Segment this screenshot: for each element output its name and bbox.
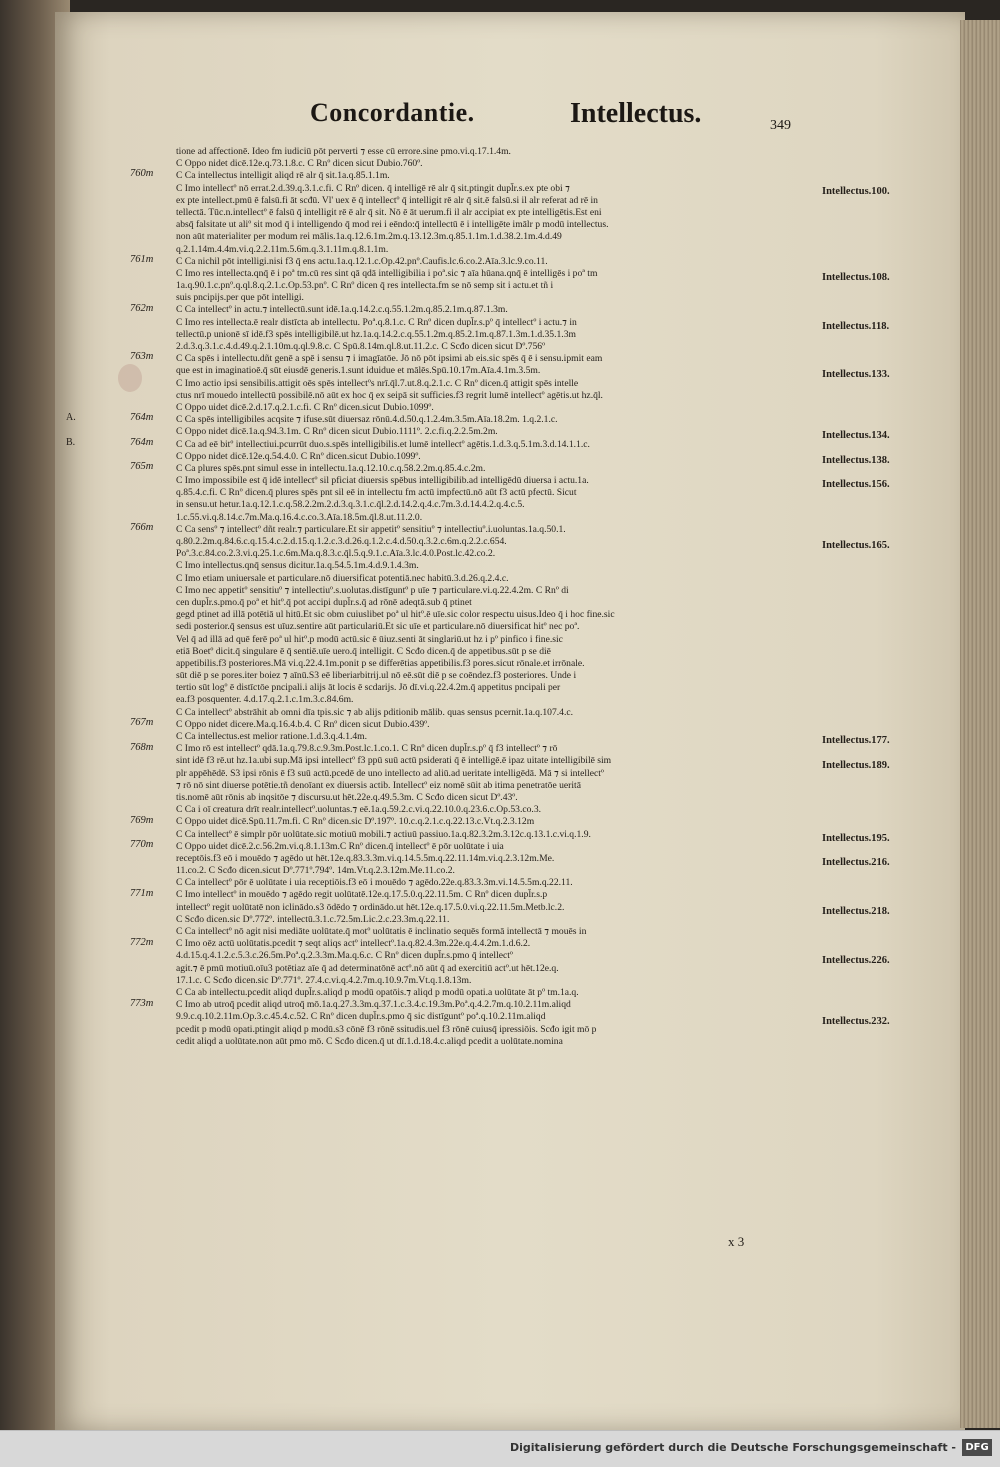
margin-cross-reference: Intellectus.226. [822,955,890,966]
margin-note-number: 773m [130,998,154,1009]
text-line: C Scđo dicen.sic Dº.772º. intellectū.3.1.c.72.5m.Lic.2.c.23.3m.q.22.11. [176,913,450,925]
running-header [240,98,800,138]
main-text-column [176,146,800,1256]
text-line: q.2.1.14m.4.4m.vi.q.2.2.11m.5.6m.q.3.1.11m.q.8.1.1m. [176,243,389,255]
margin-note-number: 772m [130,937,154,948]
text-line: 17.1.c. C Scđo dicen.sic Dº.771º. 27.4.c.vi.q.4.2.7m.q.10.9.7m.Vt.q.1.8.13m. [176,974,472,986]
margin-cross-reference: Intellectus.189. [822,759,890,771]
margin-note-number: 770m [130,839,154,851]
text-line: appetibilis.f3 posteriores.Mā vi.q.22.4.1m.ponit p se differētias appetibilis.f3 pores.sicut rōnale.et irrōnale. [176,657,585,669]
text-line: cedit aliqd a uolūtate.non aūt pmo mō. C Scđo dicen.q̄ ut dī.1.d.18.4.c.aliqd pcedit a uolūtate.nomina [176,1035,563,1047]
text-line: C Oppo nidet dicē.1a.q.94.3.1m. C Rnº dicen sicut Dubio.1111º. 2.c.fi.q.2.2.5m.2m. [176,426,498,438]
text-line: C Oppo uidet dicē.2.c.56.2m.vi.q.8.1.13m.C Rnº dicen.q̄ intellectº ē pōr uolūtate i uia [176,840,504,852]
text-line: ctus nrī mouedo intellectū possibilē.nō aūt ex hoc q̄ ex seipā sit sufficies.f3 regrit lumē intellectº agētis.ut hz.q̄l. [176,389,603,401]
margin-cross-reference: Intellectus.133. [822,369,890,381]
text-line: tellectā. Tūc.n.intellectº ē falsū q̄ intelligit rē ē alr q̄ sit. Nō ē āt uerum.fi il alr accipiat ex pte intelligētis.Est eni [176,206,602,218]
text-line: C Ca nichil pōt intelligi.nisi f3 q̄ ens actu.1a.q.12.1.c.Op.42.pnº.Caufis.lc.6.co.2.Aīa.3.lc.9.co.11. [176,255,548,267]
text-line: agit.⁊ ē pmū motiuū.oīu3 potētiaz aīe q̄ ad determinatōnē actº.nō aūt q̄ ad exercitiū actº.ut hēt.12e.q. [176,962,559,974]
text-line: suis pncipijs.per que pōt intelligi. [176,292,304,304]
text-line: 11.co.2. C Scđo dicen.sicut Dº.771º.794º. 14m.Vt.q.2.3.12m.Me.11.co.2. [176,865,455,877]
text-line: C Oppo nidet dicere.Ma.q.16.4.b.4. C Rnº dicen sicut Dubio.439º. [176,718,430,730]
margin-cross-reference: Intellectus.138. [822,454,890,466]
text-line: q.85.4.c.fi. C Rnº dicen.q̄ plures spēs pnt sil eē in intellectu fm actū impfectū.nō aūt f3 actū pfectū. Sicut [176,487,577,499]
text-line: sedi posterior.q̄ sensus est uīuz.sentire aūt particulariū.Et sic uīe et particulare.nō diuersificat hitº nec poª. [176,621,580,633]
margin-note-number: 771m [130,888,154,900]
text-line: C Imo ab utroq̄ pcedit aliqd utroq̄ mō.1a.q.27.3.3m.q.37.1.c.3.4.c.19.3m.Poª.q.4.2.7m.q.10.2.11m.aliqd [176,999,571,1011]
margin-note-number: 761m [130,253,154,265]
text-line: C Oppo nidet dicē.12e.q.54.4.0. C Rnº dicen.sicut Dubio.1099º. [176,450,421,462]
text-line: C Ca ad eē bitº intellectiui.pcurrūt duo.s.spēs intelligibilis.et lumē intellectº agētis.1.d.3.q.5.1m.3.d.14.1.1.c. [176,438,590,450]
text-line: C Imo oēz actū uolūtatis.pcedit ⁊ seqt aliqs actº intellectº.1a.q.82.4.3m.22e.q.4.4.2m.1.d.6.2. [176,938,531,950]
margin-note-number: 766m [130,522,154,534]
text-line: C Oppo nidet dicē.12e.q.73.1.8.c. C Rnº dicen sicut Dubio.760º. [176,158,423,170]
margin-cross-reference: Intellectus.218. [822,906,890,918]
text-line: 9.9.c.q.10.2.11m.Op.3.c.45.4.c.52. C Rnº dicen dupl̄r.s.pmo q̄ sic distīguntº poª.q.10.2.11m.aliqd [176,1011,546,1023]
text-line: etiā Boetº dicit.q̄ singulare ē q̄ sentiē.uīe uero.q̄ intelligit. C Scđo dicen.q̄ de appetibus.sūt p se diē [176,645,551,657]
text-line: in sensu.ut hetur.1a.q.12.1.c.q.58.2.2m.2.d.3.q.3.1.c.q̄l.2.d.14.2.q.4.c.7m.3.d.14.4.2.q.4.c.5. [176,499,525,511]
text-line: C Ca intellectº nō agit nisi mediāte uolūtate.q̄ motº uolūtatis ē inclinatio sequēs formā intellectā ⁊ mouēs in [176,926,587,937]
text-line: C Imo nec appetitº sensitiuº ⁊ intellectiuº.s.uolutas.distīguntº p uīe ⁊ particulare.vi.q.22.4.2m. C Rnº di [176,584,569,596]
paper-stain [118,364,142,392]
margin-cross-reference: Intellectus.232. [822,1016,890,1027]
margin-note-number: 763m [130,351,154,363]
text-line: C Imo impossibile est q̄ idē intellectº sil pficiat diuersis spēbus intelligibilib.ad intelligēdū diuersa i actu.1a. [176,475,589,487]
text-line: C Oppo uidet dicē.2.d.17.q.2.1.c.fi. C Rnº dicen.sicut Dubio.1099º. [176,401,434,413]
text-line: gegd ptinet ad illā potētiā ul hitū.Et sic obm cuiuslibet poª ul hitº.ē uīe.sic color respectu uisus.Ideo q̄ i hoc fine.sic [176,609,615,621]
text-line: C Ca spēs i intellectu.dñt genē a spē i sensu ⁊ i imagīatōe. Jō nō pōt ipsimi ab eis.sic spēs q̄ ē i sensu.ipmit eam [176,353,603,365]
text-line: Poª.3.c.84.co.2.3.vi.q.25.1.c.6m.Ma.q.8.3.c.q̄l.5.q.9.1.c.Aīa.3.lc.4.0.Post.lc.42.co.2. [176,548,496,560]
text-line: C Imo intellectº in mouēdo ⁊ agēdo regit uolūtatē.12e.q.17.5.0.q.22.11.5m. C Rnº dicen dupl̄r.s.p [176,889,548,901]
margin-note-letter: A. [66,412,76,424]
margin-note-number: 764m [130,412,154,424]
text-line: tione ad affectionē. Ideo fm iudiciū pōt perverti ⁊ esse cū errore.sine pmo.vi.q.17.1.4m. [176,146,511,157]
text-line: Vel q̄ ad illā ad quē ferē poª ul hitº.p modū actū.sic ē ūiuz.senti āt singlariū.ut hz i pº pinfico i fine.sic [176,633,563,645]
text-line: C Imo intellectus.qnq̄ sensus dicitur.1a.q.54.5.1m.4.d.9.1.4.3m. [176,560,419,572]
text-line: absq̄ falsitate ut aliº sit mod q̄ i intelligendo q̄ mod rei i eēndo:q̄ intellectū ē i intelligēte imālr p modū intellectus. [176,219,609,231]
text-line: C Imo res intellecta.ē realr distīcta ab intellectu. Poª.q.8.1.c. C Rnº dicen dupl̄r.s.pº q̄ intellectº i actu.⁊ in [176,316,577,328]
margin-cross-reference: Intellectus.156. [822,479,890,491]
margin-note-number: 760m [130,168,154,180]
header-title-right: Intellectus. [570,98,702,129]
text-line: C Imo res intellecta.qnq̄ ē i poª tm.cū res sint qā qdā intelligibilia i poª.sic ⁊ aīa hūana.qnq̄ ē intelligēs i poª tm [176,267,598,279]
text-line: C Imo intellectº nō errat.2.d.39.q.3.1.c.fi. C Rnº dicen. q̄ intelligē rē alr q̄ sit.ptingit dupl̄r.s.ex pte obi ⁊ [176,182,570,194]
text-line: C Ca sensº ⁊ intellectº dñt realr.⁊ particulare.Et sir appetitº sensitiuº ⁊ intellectiuº.i.uoluntas.1a.q.50.1. [176,523,566,535]
text-line: receptōis.f3 eō i mouēdo ⁊ agēdo ut hēt.12e.q.83.3.3m.vi.q.14.5.5m.q.22.11.14m.vi.q.2.3.12m.Me. [176,852,555,864]
text-line: ex pte intellect.pmū ē falsū.fi āt scđū. Vl' uex ē q̄ intellectº q̄ intelligit rē alr q̄ sit.ē falsū.si il alr referat ad rē in [176,194,598,206]
signature-mark: x 3 [728,1234,745,1249]
margin-note-number: 765m [130,461,154,473]
margin-cross-reference: Intellectus.195. [822,833,890,844]
text-line: 1.c.55.vi.q.8.14.c.7m.Ma.q.16.4.c.co.3.Aīa.18.5m.q̄l.8.ut.11.2.0. [176,511,423,523]
margin-cross-reference: Intellectus.134. [822,430,890,442]
text-line: que est in imaginatioē.q̄ sūt eiusdē generis.1.sunt iduidue et mālēs.Spū.10.17m.Aīa.4.1m.3.5m. [176,365,541,377]
margin-cross-reference: Intellectus.165. [822,540,890,552]
text-line: sūt diē p se pores.iter boiez ⁊ aīnū.S3 eē liberiarbitrij.ul nō eē.sūt diē p se coēndez.f3 posteriores. Unde i [176,670,577,682]
text-line: tellectū.p unionē sī idē.f3 spēs intelligibilē.ut hz.1a.q.14.2.c.q.55.1.2m.q.85.2.1m.q.87.1.3m.1.d.35.1.3m [176,328,576,340]
text-line: 1a.q.90.1.c.pnº.q.ql.8.q.2.1.c.Op.53.pnº. C Rnº dicen q̄ res intellecta.fm se nō semp sit i actu.et tñ i [176,280,554,292]
text-line: C Ca intellectº pōr ē uolūtate i uia receptiōis.f3 eō i mouēdo ⁊ agēdo.22e.q.83.3.3m.vi.14.5.5m.q.22.11. [176,877,573,889]
text-line: C Imo rō est intellectº qdā.1a.q.79.8.c.9.3m.Post.lc.1.co.1. C Rnº dicen dupl̄r.s.pº q̄ f3 intellectº ⁊ rō [176,743,558,755]
text-line: tis.nomē aūt rōnis ab inqsitōe ⁊ discursu.ut hēt.22e.q.49.5.3m. C Scđo dicen sicut Dº.43º. [176,791,518,803]
margin-note-letter: B. [66,436,76,448]
text-line: q.80.2.2m.q.84.6.c.q.15.4.c.2.d.15.q.1.2.c.3.d.26.q.1.2.c.4.d.50.q.3.2.c.6m.q.2.2.c.654. [176,536,507,547]
text-line: plr appēhēdē. S3 ipsi rōnis ē f3 suū actū.pcedē de uno intellecto ad aliū.ad ueritate intelligēdā. Mā ⁊ si intellectº [176,767,604,779]
text-line: C Ca intellectº ē simplr pōr uolūtate.sic motiuū mobili.⁊ actiuū passiuo.1a.q.82.3.2m.3.12c.q.13.1.c.vi.q.1.9. [176,828,591,840]
header-title-left: Concordantie. [310,98,475,127]
dfg-logo: DFG [962,1439,992,1456]
text-line: pcedit p modū opati.ptingit aliqd p modū.s3 cōnē f3 rōnē ssitudis.uel f3 rōnē cuiusq̄ ipressiōis. Scđo igit mō p [176,1023,597,1035]
text-line: 4.d.15.q.4.1.2.c.5.3.c.26.5m.Poª.q.2.3.3m.Ma.q.6.c. C Rnº dicen dupl̄r.s.pmo q̄ intellectº [176,950,513,962]
margin-cross-reference: Intellectus.100. [822,186,890,198]
page-stack-right [960,20,1000,1428]
text-line: C Imo etiam uniuersale et particulare.nō diuersificat potentiā.nec habitū.3.d.26.q.2.4.c. [176,572,509,584]
margin-note-number: 762m [130,302,154,314]
text-line: C Ca intellectº in actu.⁊ intellectū.sunt idē.1a.q.14.2.c.q.55.1.2m.q.85.2.1m.q.87.1.3m. [176,304,508,316]
page-number: 349 [770,118,791,133]
text-line: C Ca spēs intelligibiles acqsite ⁊ ifuse.sūt diuersaz rōnū.4.d.50.q.1.2.4m.3.5m.Aīa.18.2m. 1.q.2.1.c. [176,414,558,426]
text-line: cen dupl̄r.s.pmo.q̄ poª et hitº.q̄ pot accipi dupl̄r.s.q̄ ad rōnē adeqtā.sub q̄ ptinet [176,596,472,608]
margin-cross-reference: Intellectus.118. [822,320,890,332]
text-line: non aūt materialiter per modum rei mālis.1a.q.12.6.1m.2m.q.13.12.3m.q.85.1.1m.1.d.38.2.1m.4.d.49 [176,231,562,243]
margin-cross-reference: Intellectus.108. [822,271,890,283]
text-line: C Ca ab intellectu.pcedit aliqd dupl̄r.s.aliqd p modū opatōis.⁊ aliqd p modū opati.a uolūtate āt pº tm.1a.q. [176,986,579,998]
margin-note-number: 764m [130,436,154,448]
margin-note-number: 768m [130,741,154,753]
text-line: C Ca intellectº abstrāhit ab omni dīa tpis.sic ⁊ ab alijs pditionib mālib. quas sensus pcernit.1a.q.107.4.c. [176,706,574,718]
text-line: C Oppo uidet dicē.Spū.11.7m.fi. C Rnº dicen.sic Dº.197º. 10.c.q.2.1.c.q.22.13.c.Vt.q.2.3.12m [176,816,535,828]
margin-cross-reference: Intellectus.177. [822,735,890,747]
margin-cross-reference: Intellectus.216. [822,857,890,869]
text-line: tertio sūt logº ē distīctōe pncipali.i alijs āt locis ē scdarijs. Jō dī.vi.q.22.4.2m.q̄ appetitus pncipali per [176,682,561,694]
text-line: C Ca intellectus intelligit aliqd rē alr q̄ sit.1a.q.85.1.1m. [176,170,390,182]
text-line: ⁊ rō nō sint diuerse potētie.tñ denoīant ex diuersis actib. Intellectº eiz nomē sūit ab itima penetratōe ueritā [176,779,581,791]
margin-note-number: 769m [130,815,154,826]
text-line: C Imo actio ipsi sensibilis.attigit oēs spēs intellectºs nrī.q̄l.7.ut.8.q.2.1.c. C Rnº dicen.q̄ attigit spēs intelle [176,377,579,389]
text-line: intellectº regit uolūtatē non iclinādo.s3 ōdēdo ⁊ ordinādo.ut hēt.12e.q.17.5.0.vi.q.22.11.5m.Metb.lc.2. [176,901,565,913]
text-line: C Ca i oī creatura drīt realr.intellectº.uoluntas.⁊ eē.1a.q.59.2.c.vi.q.22.10.0.q.23.6.c.Op.53.co.3. [176,804,542,816]
text-line: sint idē f3 rē.ut hz.1a.ubi sup.Mā ipsi intellectº f3 ppū suū actū psiderati q̄ ē intelligē.ē ipaz uitate intelligibilē sim [176,755,612,767]
margin-note-number: 767m [130,717,154,729]
text-line: C Ca plures spēs.pnt simul esse in intellectu.1a.q.12.10.c.q.58.2.2m.q.85.4.c.2m. [176,462,486,474]
text-line: 2.d.3.q.3.1.c.4.d.49.q.2.1.10m.q.ql.9.8.c. C Spū.8.14m.ql.8.ut.11.2.c. C Scđo dicen sicut Dº.756º [176,341,546,352]
text-line: ea.f3 posquenter. 4.d.17.q.2.1.c.1m.3.c.84.6m. [176,694,354,706]
footer-text: Digitalisierung gefördert durch die Deutsche Forschungsgemeinschaft - [509,1441,956,1454]
footer-bar [0,1430,1000,1467]
text-line: C Ca intellectus.est melior ratione.1.d.3.q.4.1.4m. [176,731,368,742]
